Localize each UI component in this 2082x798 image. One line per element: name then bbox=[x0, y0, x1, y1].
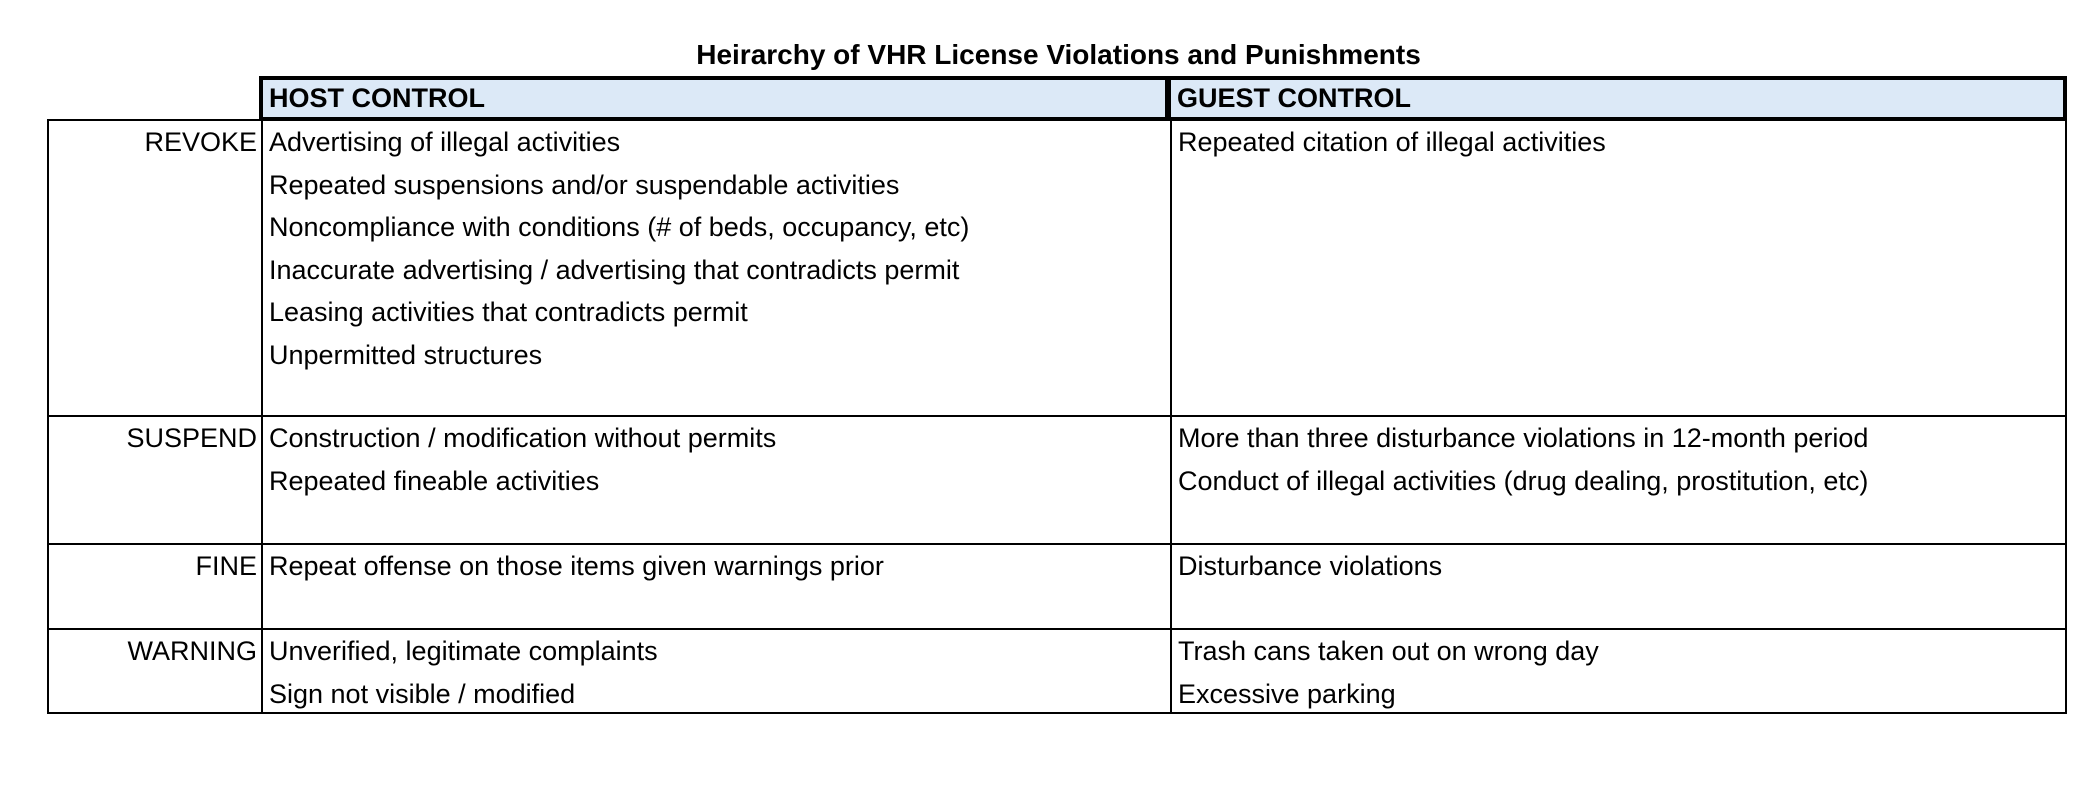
list-item: Disturbance violations bbox=[1178, 551, 1443, 581]
column-divider bbox=[261, 417, 263, 543]
column-divider bbox=[1170, 417, 1172, 543]
list-item: Trash cans taken out on wrong day bbox=[1178, 636, 1599, 666]
table-row-fine bbox=[47, 545, 2067, 630]
list-item: Inaccurate advertising / advertising that contradicts permit bbox=[269, 254, 960, 285]
table-row-revoke bbox=[47, 119, 2067, 417]
list-item: Repeated suspensions and/or suspendable activities bbox=[269, 169, 900, 200]
guest-items-warning bbox=[1178, 630, 1599, 715]
column-divider bbox=[261, 630, 263, 712]
list-item: Repeated citation of illegal activities bbox=[1178, 127, 1606, 157]
page-title: Heirarchy of VHR License Violations and Punishments bbox=[696, 39, 1421, 70]
column-divider bbox=[1170, 545, 1172, 628]
list-item: Unpermitted structures bbox=[269, 339, 543, 370]
guest-items-suspend bbox=[1178, 417, 1868, 502]
list-item: Noncompliance with conditions (# of beds, occupancy, etc) bbox=[269, 212, 970, 242]
list-item: Repeat offense on those items given warnings prior bbox=[269, 551, 884, 581]
level-label-suspend: SUSPEND bbox=[126, 423, 257, 453]
list-item: Excessive parking bbox=[1178, 678, 1396, 709]
column-divider bbox=[1170, 121, 1172, 415]
level-label-revoke: REVOKE bbox=[144, 127, 257, 157]
host-items-suspend bbox=[269, 417, 776, 502]
host-items-fine bbox=[269, 545, 884, 588]
column-divider bbox=[261, 545, 263, 628]
column-divider bbox=[1170, 630, 1172, 712]
host-items-revoke bbox=[269, 121, 969, 376]
list-item: Leasing activities that contradicts permit bbox=[269, 297, 748, 327]
guest-control-header: GUEST CONTROL bbox=[1167, 76, 2067, 121]
column-divider bbox=[261, 121, 263, 415]
list-item: Conduct of illegal activities (drug dealing, prostitution, etc) bbox=[1178, 465, 1869, 496]
level-label-fine: FINE bbox=[195, 551, 257, 581]
guest-items-revoke bbox=[1178, 121, 1606, 164]
host-control-header: HOST CONTROL bbox=[259, 76, 1169, 121]
level-label-warning: WARNING bbox=[127, 636, 257, 666]
list-item: More than three disturbance violations in 12-month period bbox=[1178, 423, 1869, 453]
list-item: Sign not visible / modified bbox=[269, 678, 576, 709]
list-item: Construction / modification without permits bbox=[269, 423, 777, 453]
host-items-warning bbox=[269, 630, 658, 715]
table-row-suspend bbox=[47, 417, 2067, 545]
violations-table bbox=[47, 76, 2067, 714]
guest-items-fine bbox=[1178, 545, 1442, 588]
list-item: Advertising of illegal activities bbox=[269, 127, 621, 157]
list-item: Repeated fineable activities bbox=[269, 465, 600, 496]
list-item: Unverified, legitimate complaints bbox=[269, 636, 658, 666]
table-row-warning bbox=[47, 630, 2067, 714]
